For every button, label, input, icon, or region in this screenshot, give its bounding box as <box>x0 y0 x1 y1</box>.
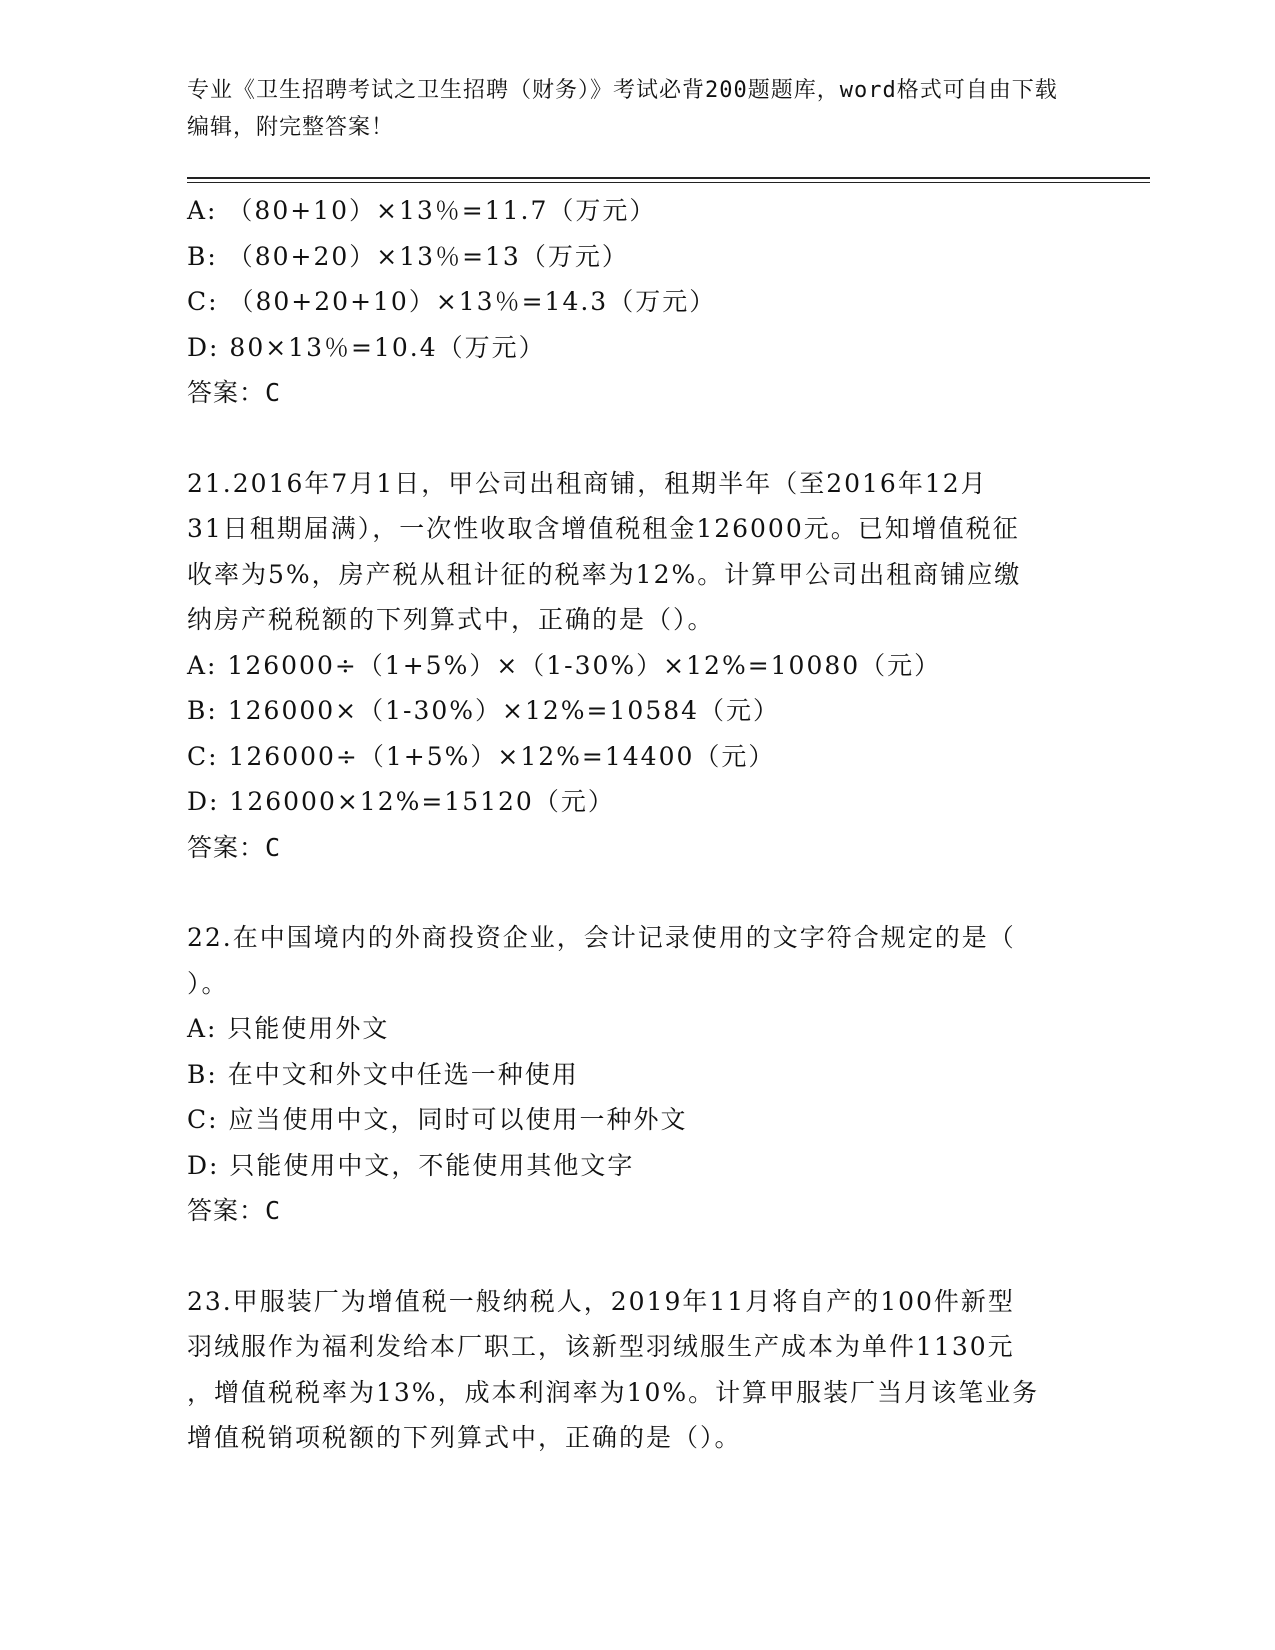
option-a: A: 只能使用外文 <box>187 1014 390 1043</box>
question-stem-line: 31日租期届满），一次性收取含增值税租金126000元。已知增值税征 <box>187 514 1020 543</box>
question-stem-line: 21.2016年7月1日，甲公司出租商铺，租期半年（至2016年12月 <box>187 468 988 498</box>
document-header: 专业《卫生招聘考试之卫生招聘（财务）》考试必背200题题库，word格式可自由下载编辑，附完整答案！ <box>187 78 1058 140</box>
option-b: B: 126000×（1-30%）×12%=10584（元） <box>187 696 781 725</box>
question-stem-line: ）。 <box>187 968 229 998</box>
option-c: C: 应当使用中文，同时可以使用一种外文 <box>187 1105 688 1134</box>
question-stem-line: 纳房产税税额的下列算式中，正确的是（）。 <box>187 605 715 634</box>
spacer <box>187 1234 1087 1279</box>
question-stem-line: 羽绒服作为福利发给本厂职工，该新型羽绒服生产成本为单件1130元 <box>187 1332 1015 1361</box>
option-c: C: （80+20+10）×13％=14.3（万元） <box>187 287 717 316</box>
answer-line: 答案：C <box>187 832 282 862</box>
option-c: C: 126000÷（1+5%）×12%=14400（元） <box>187 741 776 771</box>
question-20 <box>187 188 1087 416</box>
question-21 <box>187 461 1087 871</box>
header-divider-thin <box>187 182 1150 183</box>
question-stem-line: 增值税销项税额的下列算式中，正确的是（）。 <box>187 1423 742 1452</box>
question-22 <box>187 915 1087 1234</box>
spacer <box>187 416 1087 461</box>
answer-line: 答案：C <box>187 378 282 407</box>
option-a: A: （80+10）×13％=11.7（万元） <box>187 196 657 225</box>
option-d: D: 126000×12%=15120（元） <box>187 787 615 816</box>
option-d: D: 只能使用中文，不能使用其他文字 <box>187 1150 635 1180</box>
question-23 <box>187 1279 1087 1461</box>
question-stem-line: 22.在中国境内的外商投资企业，会计记录使用的文字符合规定的是（ <box>187 923 1016 952</box>
option-b: B: （80+20）×13％=13（万元） <box>187 241 629 271</box>
option-d: D: 80×13％=10.4（万元） <box>187 332 546 362</box>
question-stem-line: 23.甲服装厂为增值税一般纳税人，2019年11月将自产的100件新型 <box>187 1286 1015 1316</box>
question-content <box>187 188 1087 1461</box>
spacer <box>187 870 1087 915</box>
header-divider <box>187 177 1150 179</box>
question-stem-line: 收率为5%，房产税从租计征的税率为12%。计算甲公司出租商铺应缴 <box>187 559 1022 589</box>
answer-line: 答案：C <box>187 1196 282 1225</box>
option-b: B: 在中文和外文中任选一种使用 <box>187 1059 579 1089</box>
option-a: A: 126000÷（1+5%）×（1-30%）×12%=10080（元） <box>187 650 942 680</box>
question-stem-line: ，增值税税率为13%，成本利润率为10%。计算甲服装厂当月该笔业务 <box>187 1377 1040 1407</box>
